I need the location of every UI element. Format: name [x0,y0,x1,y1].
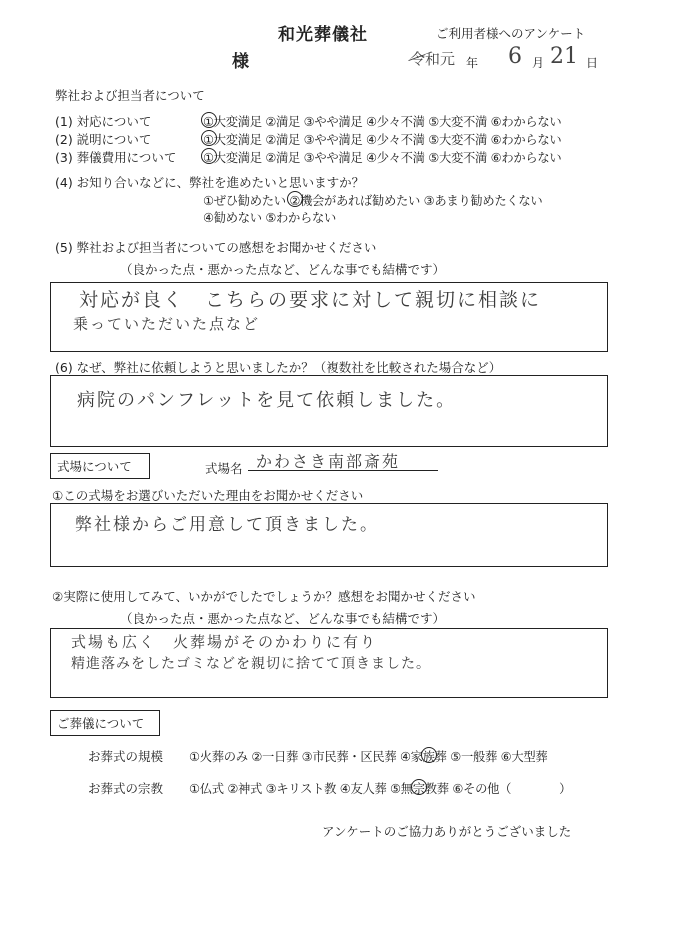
question-2-options[interactable]: ①大変満足 ②満足 ③やや満足 ④少々不満 ⑤大変不満 ⑥わからない [203,130,561,148]
selected-mark [203,148,204,162]
question-4-label: (4) お知り合いなどに、弊社を進めたいと思いますか？ [55,175,365,190]
venue-question-1-answer: 弊社様からご用意して頂きました。 [75,515,379,535]
date-year-label: 年 [466,56,479,70]
question-6-answer: 病院のパンフレットを見て依頼しました。 [77,390,457,411]
question-5-hint: （良かった点・悪かった点など、どんな事でも結構です） [120,262,446,277]
question-3-label: (3) 葬儀費用について [55,150,177,165]
funeral-scale-options[interactable]: ①火葬のみ ②一日葬 ③市民葬・区民葬 ④家族葬 ⑤一般葬 ⑥大型葬 [189,747,547,765]
venue-question-2: ②実際に使用してみて、いかがでしたでしょうか？感想をお聞かせください [52,589,476,604]
selected-mark [203,130,204,144]
section-intro: 弊社および担当者について [55,88,205,103]
question-1-label: (1) 対応について [55,114,152,129]
company-name: 和光葬儀社 [278,25,368,45]
question-5-answer-line2: 乗っていただいた点など [73,315,261,333]
footer-thanks: アンケートのご協力ありがとうございました [322,824,572,839]
date-month: 6 [508,44,522,69]
selected-mark [289,191,290,205]
selected-mark [203,112,204,126]
question-5-label: (5) 弊社および担当者についての感想をお聞かせください [55,240,377,255]
hall-name[interactable]: かわさき南部斎苑 [256,452,401,471]
hall-name-label: 式場名 [205,461,243,476]
question-2-label: (2) 説明について [55,132,152,147]
honorific-sama: 様 [232,52,249,72]
venue-question-2-answer-line2: 精進落みをしたゴミなどを親切に捨てて頂きました。 [71,656,431,672]
funeral-religion-options[interactable]: ①仏式 ②神式 ③キリスト教 ④友人葬 ⑤無宗教葬 ⑥その他（ ） [189,779,571,797]
question-5-answer-line1: 対応が良く こちらの要求に対して親切に相談に [79,289,542,311]
venue-question-1: ①この式場をお選びいただいた理由をお聞かせください [52,488,364,503]
question-3-options[interactable]: ①大変満足 ②満足 ③やや満足 ④少々不満 ⑤大変不満 ⑥わからない [203,148,561,166]
date-month-label: 月 [532,56,545,70]
venue-section-label: 式場について [50,453,150,479]
question-1-options[interactable]: ①大変満足 ②満足 ③やや満足 ④少々不満 ⑤大変不満 ⑥わからない [203,112,561,130]
question-5-answer-box[interactable] [50,282,608,352]
survey-title: ご利用者様へのアンケート [436,26,586,41]
hall-name-underline [248,470,438,471]
funeral-religion-label: お葬式の宗教 [88,781,164,796]
question-6-label: (6) なぜ、弊社に依頼しようと思いましたか？（複数社を比較された場合など） [55,360,502,375]
date-day-label: 日 [586,56,599,70]
date-era: 令和元 [410,50,456,68]
question-6-answer-box[interactable] [50,375,608,447]
selected-mark [423,747,424,761]
selected-mark [413,779,414,793]
funeral-section-label: ご葬儀について [50,710,160,736]
question-4-options-line2[interactable]: ④勧めない ⑤わからない [203,211,337,225]
survey-date [410,46,600,72]
date-day: 21 [550,44,578,69]
funeral-scale-label: お葬式の規模 [88,749,164,764]
venue-question-1-answer-box[interactable] [50,503,608,567]
venue-question-2-hint: （良かった点・悪かった点など、どんな事でも結構です） [120,611,446,626]
venue-question-2-answer-box[interactable] [50,628,608,698]
question-4-options-line1[interactable]: ①ぜひ勧めたい ②機会があれば勧めたい ③あまり勧めたくない [203,191,542,209]
venue-question-2-answer-line1: 式場も広く 火葬場がそのかわりに有り [71,633,378,651]
